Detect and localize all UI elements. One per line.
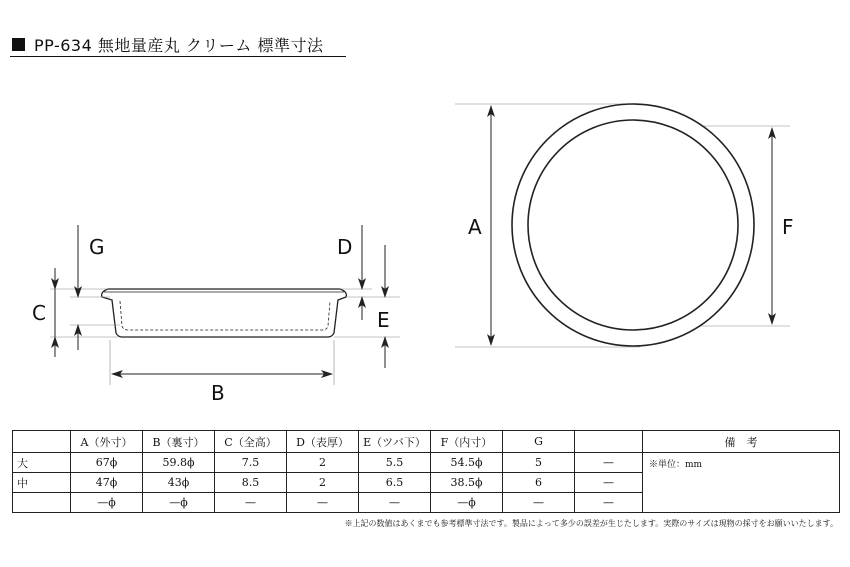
table-cell: 7.5: [215, 453, 287, 473]
table-cell: 2: [287, 473, 359, 493]
table-cell: 6.5: [359, 473, 431, 493]
label-f: F: [782, 215, 794, 239]
table-header: [13, 431, 71, 453]
table-header: A（外寸）: [71, 431, 143, 453]
table-header: D（表厚）: [287, 431, 359, 453]
table-header: E（ツバ下）: [359, 431, 431, 453]
table-cell: 38.5ϕ: [431, 473, 503, 493]
remarks-cell: ※単位：mm: [643, 453, 840, 513]
table-row: [13, 453, 840, 473]
table-cell: 54.5ϕ: [431, 453, 503, 473]
table-header: [575, 431, 643, 453]
table-cell: 2: [287, 453, 359, 473]
label-e: E: [377, 308, 390, 332]
label-b: B: [211, 381, 225, 405]
table-cell: 5.5: [359, 453, 431, 473]
table-header: C（全高）: [215, 431, 287, 453]
label-d: D: [337, 235, 353, 259]
page-title: PP-634 無地量産丸 クリーム 標準寸法: [34, 36, 324, 55]
label-a: A: [468, 215, 482, 239]
table-cell: —ϕ: [431, 493, 503, 513]
table-cell: —: [575, 453, 643, 473]
row-label: 大: [13, 453, 71, 473]
table-cell: —: [359, 493, 431, 513]
table-cell: —: [215, 493, 287, 513]
row-label: [13, 493, 71, 513]
table-cell: 8.5: [215, 473, 287, 493]
table-cell: —ϕ: [71, 493, 143, 513]
label-c: C: [32, 301, 46, 325]
side-profile: [102, 289, 347, 337]
label-g: G: [89, 235, 105, 259]
table-header-row: [13, 431, 840, 453]
table-cell: 47ϕ: [71, 473, 143, 493]
spec-table: [12, 430, 840, 513]
table-cell: 67ϕ: [71, 453, 143, 473]
table-cell: —: [575, 493, 643, 513]
table-header: B（裏寸）: [143, 431, 215, 453]
top-view: [512, 104, 754, 346]
table-cell: 59.8ϕ: [143, 453, 215, 473]
table-header: 備 考: [643, 431, 840, 453]
table-header: F（内寸）: [431, 431, 503, 453]
table-cell: 6: [503, 473, 575, 493]
row-label: 中: [13, 473, 71, 493]
table-header: G: [503, 431, 575, 453]
profile-outline: [102, 289, 347, 337]
inner-ring: [528, 120, 738, 330]
table-cell: —: [503, 493, 575, 513]
table-cell: 43ϕ: [143, 473, 215, 493]
table-cell: —: [575, 473, 643, 493]
table-cell: —: [287, 493, 359, 513]
table-cell: 5: [503, 453, 575, 473]
table-cell: —ϕ: [143, 493, 215, 513]
footnote: ※上記の数値はあくまでも参考標準寸法です。製品によって多少の誤差が生じたします。実際のサイズは現物の採寸をお願いいたします。: [344, 519, 838, 528]
